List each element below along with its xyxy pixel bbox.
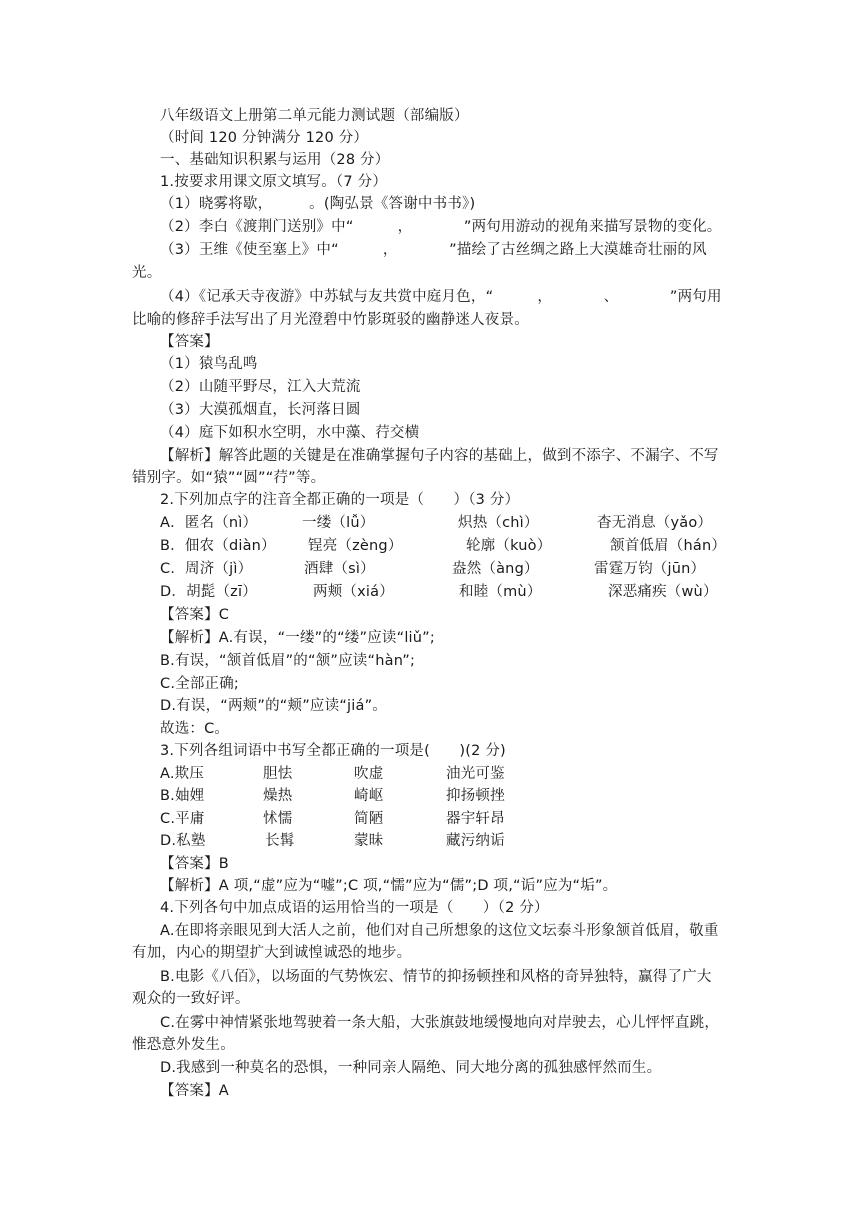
q3-option-d-word-4: 藏污纳诟	[446, 833, 505, 849]
q3-answer: 【答案】B	[160, 856, 229, 872]
q3-option-a-word-3: 吹虚	[354, 766, 384, 782]
q3-option-c-word-4: 器宇轩昂	[446, 811, 505, 827]
q2-analysis-2: B.有误，“颔首低眉”的“颔”应读“hàn”;	[160, 653, 416, 669]
question-2-stem: 2.下列加点字的注音全都正确的一项是（ ）（3 分）	[160, 492, 520, 508]
q1-answer-1: （1）猿鸟乱鸣	[160, 356, 258, 372]
q4-option-a-cont: 有加，内心的期望扩大到诚惶诚恐的地步。	[132, 945, 412, 961]
q1-analysis: 【解析】解答此题的关键是在准确掌握句子内容的基础上，做到不添字、不漏字、不写	[160, 448, 719, 464]
q4-option-d: D.我感到一种莫名的恐惧，一种同亲人隔绝、同大地分离的孤独感怦然而生。	[160, 1060, 662, 1076]
q3-option-b-word-2: 燥热	[263, 788, 293, 804]
q3-option-a-word-4: 油光可鉴	[446, 766, 505, 782]
q2-option-d-word-4: 深恶痛疾（wù）	[608, 584, 718, 600]
question-1-stem: 1.按要求用课文原文填写。（7 分）	[160, 174, 388, 190]
q3-option-c-word-2: 怵懦	[263, 811, 293, 827]
q3-option-a-word-1: A.欺压	[160, 766, 205, 782]
question-4-stem: 4.下列各句中加点成语的运用恰当的一项是（ ）（2 分）	[160, 900, 549, 916]
q1-answer-4: （4）庭下如积水空明，水中藻、荇交横	[160, 425, 420, 441]
q1-item-4-cont: 比喻的修辞手法写出了月光澄碧中竹影斑驳的幽静迷人夜景。	[132, 312, 529, 328]
q3-option-b	[160, 785, 760, 807]
q2-option-b-word-2: 锃亮（zèng）	[308, 538, 403, 554]
q4-option-c-cont: 惟恐意外发生。	[132, 1037, 235, 1053]
q1-answer-3: （3）大漠孤烟直，长河落日圆	[160, 402, 361, 418]
q2-option-a-word-4: 杳无消息（yǎo）	[597, 515, 713, 531]
q2-option-a-word-2: 一缕（lǚ）	[302, 515, 375, 531]
q2-option-d	[160, 581, 760, 603]
q1-analysis-cont: 错别字。如“猿”“圆”“荇”等。	[132, 470, 326, 486]
q4-option-c: C.在雾中神情紧张地驾驶着一条大船，大张旗鼓地缓慢地向对岸驶去，心儿怦怦直跳，	[160, 1015, 720, 1031]
q2-option-c-word-4: 雷霆万钧（jūn）	[594, 561, 706, 577]
q3-option-c-word-3: 简陋	[354, 811, 384, 827]
q1-item-3-cont: 光。	[132, 265, 162, 281]
q3-option-c	[160, 808, 760, 830]
q3-option-b-word-4: 抑扬顿挫	[446, 788, 505, 804]
q1-item-3: （3）王维《使至塞上》中“ ， ”描绘了古丝绸之路上大漠雄奇壮丽的风	[160, 242, 707, 258]
q3-option-d-word-3: 蒙昧	[354, 833, 384, 849]
q2-option-c-word-3: 盎然（àng）	[452, 561, 539, 577]
q2-option-b-word-3: 轮廓（kuò）	[466, 538, 552, 554]
q2-option-a-word-1: A．匿名（nì）	[160, 515, 258, 531]
q4-option-b: B.电影《八佰》，以场面的气势恢宏、情节的抑扬顿挫和风格的奇异独特，赢得了广大	[160, 969, 712, 985]
q1-answer-2: （2）山随平野尽，江入大荒流	[160, 379, 361, 395]
q2-option-c-word-1: C．周济（jì）	[160, 561, 253, 577]
q2-option-b-word-4: 颔首低眉（hán）	[610, 538, 727, 554]
q3-option-c-word-1: C.平庸	[160, 811, 205, 827]
q1-item-4: （4）《记承天寺夜游》中苏轼与友共赏中庭月色，“ ， 、 ”两句用	[160, 289, 722, 305]
q2-option-c	[160, 558, 760, 580]
question-3-stem: 3.下列各组词语中书写全都正确的一项是( )(2 分)	[160, 743, 506, 759]
q4-option-b-cont: 观众的一致好评。	[132, 991, 250, 1007]
q2-option-a-word-3: 炽热（chì）	[458, 515, 539, 531]
q2-option-c-word-2: 酒肆（sì）	[304, 561, 375, 577]
q2-option-b-word-1: B．佃农（diàn）	[160, 538, 276, 554]
q2-answer: 【答案】C	[160, 607, 230, 623]
q1-item-2: （2）李白《渡荆门送别》中“ ， ”两句用游动的视角来描写景物的变化。	[160, 219, 722, 235]
q3-analysis: 【解析】A 项,“虚”应为“嘘”;C 项,“懦”应为“儒”;D 项,“诟”应为“垢”。	[160, 878, 618, 894]
section-heading: 一、基础知识积累与运用（28 分）	[160, 152, 390, 168]
q2-analysis-1: 【解析】A.有误，“一缕”的“缕”应读“liǔ”;	[160, 630, 435, 646]
q2-option-d-word-2: 两颊（xiá）	[313, 584, 394, 600]
q3-option-d	[160, 830, 760, 852]
q3-option-d-word-2: 长髯	[265, 833, 295, 849]
q3-option-d-word-1: D.私塾	[160, 833, 206, 849]
q3-option-a	[160, 763, 760, 785]
q3-option-a-word-2: 胆怯	[263, 766, 293, 782]
q2-option-b	[160, 535, 760, 557]
q2-analysis-3: C.全部正确;	[160, 676, 240, 692]
q4-option-a: A.在即将亲眼见到大活人之前，他们对自己所想象的这位文坛泰斗形象颔首低眉，敬重	[160, 923, 719, 939]
q2-option-d-word-3: 和睦（mù）	[459, 584, 542, 600]
q1-item-1: （1）晓雾将歇， 。(陶弘景《答谢中书书》)	[160, 196, 476, 212]
q3-option-b-word-1: B.妯娌	[160, 788, 205, 804]
q2-option-a	[160, 512, 760, 534]
doc-title: 八年级语文上册第二单元能力测试题（部编版）	[160, 108, 469, 124]
q2-analysis-4: D.有误，“两颊”的“颊”应读“jiá”。	[160, 698, 387, 714]
q2-option-d-word-1: D．胡髭（zī）	[160, 584, 257, 600]
q2-analysis-5: 故选：C。	[160, 721, 230, 737]
answer-label: 【答案】	[160, 334, 219, 350]
q4-answer: 【答案】A	[160, 1083, 229, 1099]
q3-option-b-word-3: 崎岖	[354, 788, 384, 804]
doc-subtitle: （时间 120 分钟满分 120 分）	[160, 130, 369, 146]
